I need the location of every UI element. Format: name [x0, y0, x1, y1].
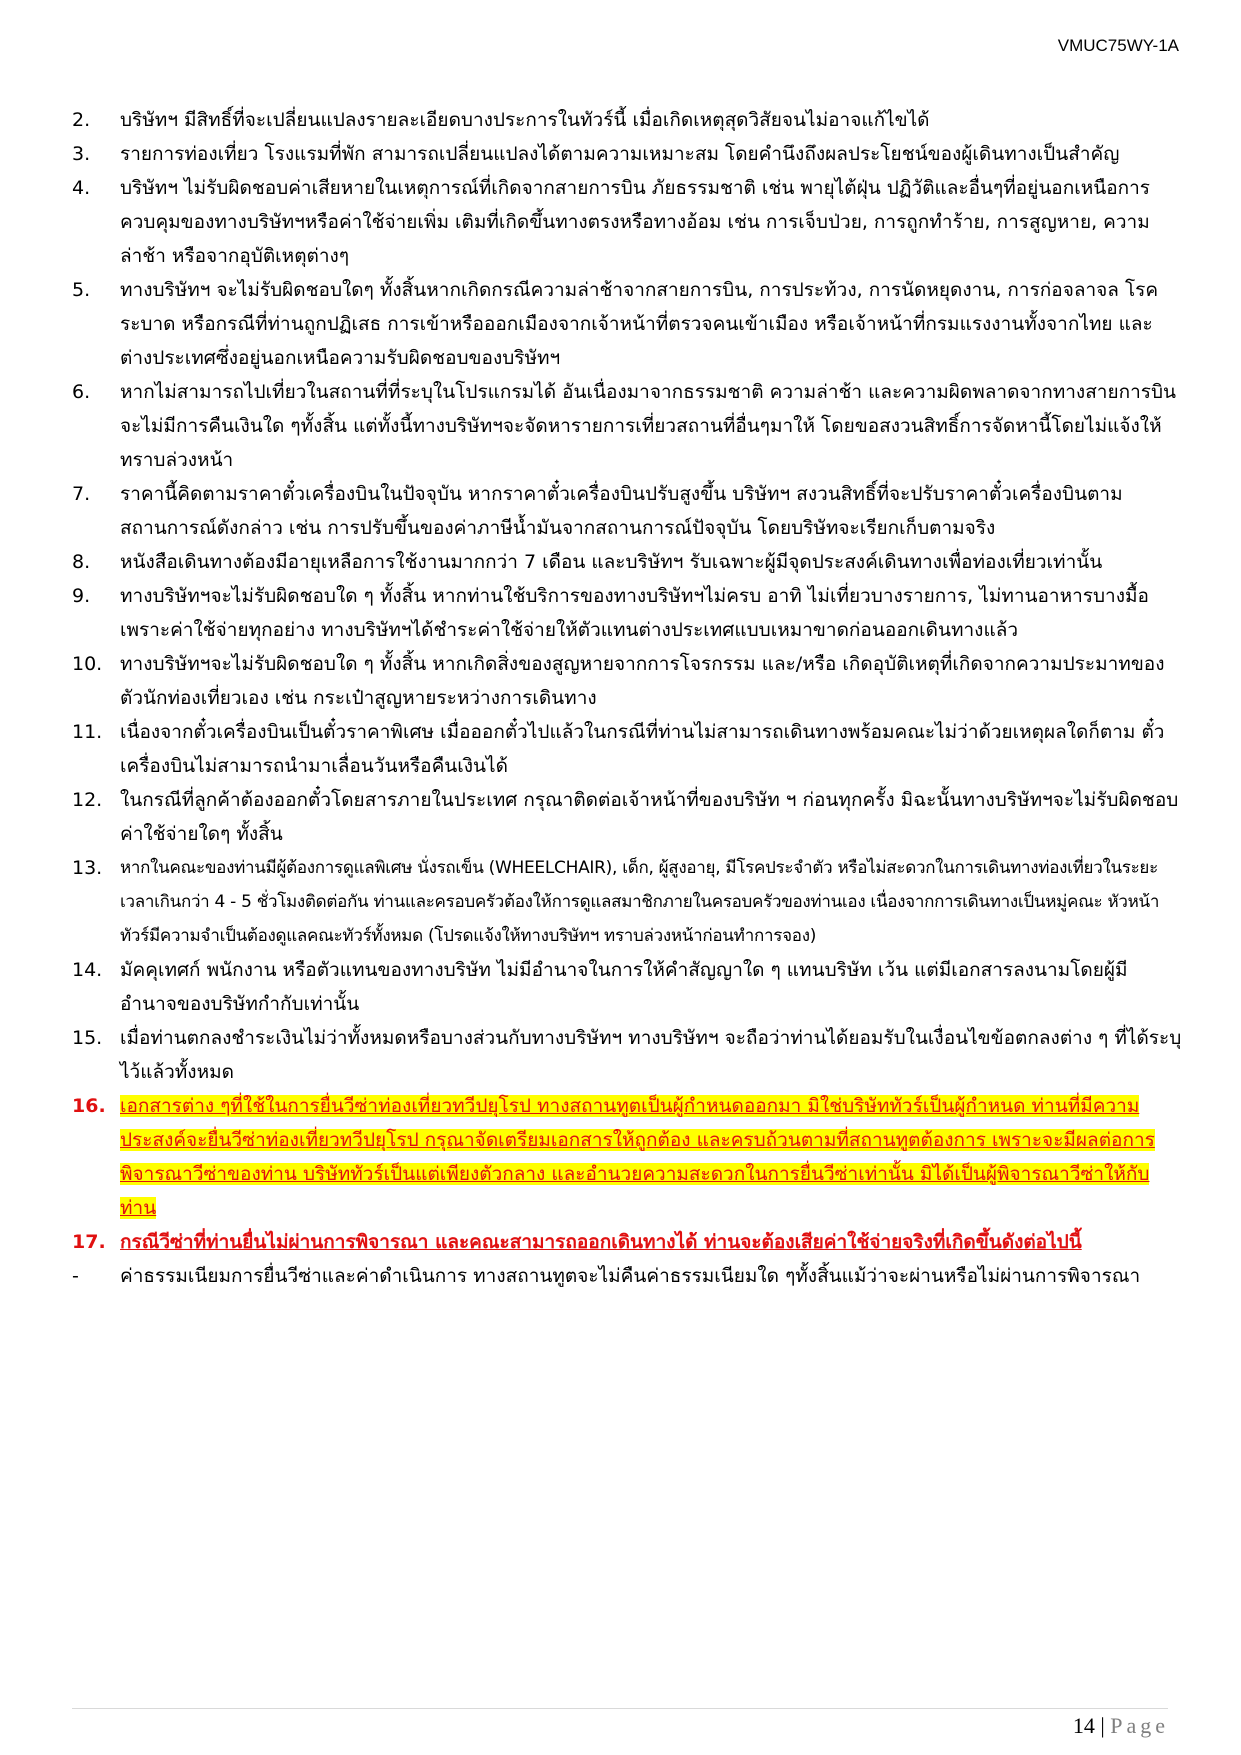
term-item: [72, 953, 1182, 1021]
term-item: [72, 273, 1182, 375]
term-item: [72, 375, 1182, 477]
term-number: 6.: [72, 381, 91, 403]
term-text: รายการท่องเที่ยว โรงแรมที่พัก สามารถเปลี่ยนแปลงได้ตามความเหมาะสม โดยคำนึงถึงผลประโยชน์ของผู้เดินทางเป็นสำคัญ: [120, 143, 1120, 165]
term-item: [72, 103, 1182, 137]
term-item-highlighted: [72, 1089, 1182, 1225]
term-number: 2.: [72, 109, 91, 131]
term-number: 8.: [72, 551, 91, 573]
term-number: 13.: [72, 857, 103, 879]
term-number: 14.: [72, 959, 103, 981]
term-text: เนื่องจากตั๋วเครื่องบินเป็นตั๋วราคาพิเศษ เมื่อออกตั๋วไปแล้วในกรณีที่ท่านไม่สามารถเดินทางพร้อมคณะไม่ว่าด้วยเหตุผลใดก็ตาม ตั๋วเครื่องบินไม่สามารถนำมาเลื่อนวันหรือคืนเงินได้: [120, 721, 1165, 777]
term-number: 7.: [72, 483, 91, 505]
term-number: 16.: [72, 1095, 106, 1117]
term-item: [72, 545, 1182, 579]
term-item: [72, 579, 1182, 647]
term-number: 12.: [72, 789, 103, 811]
term-number: 3.: [72, 143, 91, 165]
term-text: หากในคณะของท่านมีผู้ต้องการดูแลพิเศษ นั่งรถเข็น (WHEELCHAIR), เด็ก, ผู้สูงอายุ, มีโรคประจำตัว หรือไม่สะดวกในการเดินทางท่องเที่ยวในระยะเวลาเกินกว่า 4 - 5 ชั่วโมงติดต่อกัน ท่านและครอบครัวต้องให้การดูแลสมาชิกภายในครอบครัวของท่านเอง เนื่องจากการเดินทางเป็นหมู่คณะ หัวหน้าทัวร์มีความจำเป็นต้องดูแลคณะทัวร์ทั้งหมด (โปรดแจ้งให้ทางบริษัทฯ ทราบล่วงหน้าก่อนทำการจอง): [120, 858, 1160, 946]
term-item: [72, 1021, 1182, 1089]
term-sub-item: [72, 1259, 1182, 1293]
term-item: [72, 715, 1182, 783]
term-item: [72, 851, 1182, 953]
term-item: [72, 647, 1182, 715]
term-number: 15.: [72, 1027, 103, 1049]
term-text: หากไม่สามารถไปเที่ยวในสถานที่ที่ระบุในโปรแกรมได้ อันเนื่องมาจากธรรมชาติ ความล่าช้า และความผิดพลาดจากทางสายการบิน จะไม่มีการคืนเงินใด ๆทั้งสิ้น แต่ทั้งนี้ทางบริษัทฯจะจัดหารายการเที่ยวสถานที่อื่นๆมาให้ โดยขอสงวนสิทธิ์การจัดหานี้โดยไม่แจ้งให้ทราบล่วงหน้า: [120, 381, 1177, 471]
footer-separator: |: [1100, 1713, 1105, 1738]
term-text: ราคานี้คิดตามราคาตั๋วเครื่องบินในปัจจุบัน หากราคาตั๋วเครื่องบินปรับสูงขึ้น บริษัทฯ สงวนสิทธิ์ที่จะปรับราคาตั๋วเครื่องบินตามสถานการณ์ดังกล่าว เช่น การปรับขึ้นของค่าภาษีน้ำมันจากสถานการณ์ปัจจุบัน โดยบริษัทจะเรียกเก็บตามจริง: [120, 483, 1123, 539]
page-number: 14: [1072, 1713, 1095, 1738]
term-text: ทางบริษัทฯ จะไม่รับผิดชอบใดๆ ทั้งสิ้นหากเกิดกรณีความล่าช้าจากสายการบิน, การประท้วง, การนัดหยุดงาน, การก่อจลาจล โรคระบาด หรือกรณีที่ท่านถูกปฏิเสธ การเข้าหรือออกเมืองจากเจ้าหน้าที่ตรวจคนเข้าเมือง หรือเจ้าหน้าที่กรมแรงงานทั้งจากไทย และต่างประเทศซึ่งอยู่นอกเหนือความรับผิดชอบของบริษัทฯ: [120, 279, 1159, 369]
footer-divider: [72, 1708, 1168, 1709]
page-word: Page: [1110, 1713, 1169, 1738]
term-item-emphasis: [72, 1225, 1182, 1259]
term-text: เมื่อท่านตกลงชำระเงินไม่ว่าทั้งหมดหรือบางส่วนกับทางบริษัทฯ ทางบริษัทฯ จะถือว่าท่านได้ยอมรับในเงื่อนไขข้อตกลงต่าง ๆ ที่ได้ระบุไว้แล้วทั้งหมด: [120, 1027, 1182, 1083]
term-text: เอกสารต่าง ๆที่ใช้ในการยื่นวีซ่าท่องเที่ยวทวีปยุโรป ทางสถานทูตเป็นผู้กำหนดออกมา มิใช่บริษัททัวร์เป็นผู้กำหนด ท่านที่มีความประสงค์จะยื่นวีซ่าท่องเที่ยวทวีปยุโรป กรุณาจัดเตรียมเอกสารให้ถูกต้อง และครบถ้วนตามที่สถานทูตต้องการ เพราะจะมีผลต่อการพิจารณาวีซ่าของท่าน บริษัททัวร์เป็นแต่เพียงตัวกลาง และอำนวยความสะดวกในการยื่นวีซ่าเท่านั้น มิได้เป็นผู้พิจารณาวีซ่าให้กับท่าน: [120, 1095, 1155, 1219]
term-number: 17.: [72, 1231, 106, 1253]
term-number: 9.: [72, 585, 91, 607]
term-text: กรณีวีซ่าที่ท่านยื่นไม่ผ่านการพิจารณา และคณะสามารถออกเดินทางได้ ท่านจะต้องเสียค่าใช้จ่ายจริงที่เกิดขึ้นดังต่อไปนี้: [120, 1231, 1082, 1253]
term-text: มัคคุเทศก์ พนักงาน หรือตัวแทนของทางบริษัท ไม่มีอำนาจในการให้คำสัญญาใด ๆ แทนบริษัท เว้น แต่มีเอกสารลงนามโดยผู้มีอำนาจของบริษัทกำกับเท่านั้น: [120, 959, 1128, 1015]
term-text: บริษัทฯ ไม่รับผิดชอบค่าเสียหายในเหตุการณ์ที่เกิดจากสายการบิน ภัยธรรมชาติ เช่น พายุไต้ฝุ่น ปฏิวัติและอื่นๆที่อยู่นอกเหนือการควบคุมของทางบริษัทฯหรือค่าใช้จ่ายเพิ่ม เติมที่เกิดขึ้นทางตรงหรือทางอ้อม เช่น การเจ็บป่วย, การถูกทำร้าย, การสูญหาย, ความล่าช้า หรือจากอุบัติเหตุต่างๆ: [120, 177, 1151, 267]
term-item: [72, 783, 1182, 851]
term-number: 11.: [72, 721, 103, 743]
term-text: บริษัทฯ มีสิทธิ์ที่จะเปลี่ยนแปลงรายละเอียดบางประการในทัวร์นี้ เมื่อเกิดเหตุสุดวิสัยจนไม่อาจแก้ไขได้: [120, 109, 930, 131]
document-code: VMUC75WY-1A: [1057, 36, 1179, 55]
term-text: ทางบริษัทฯจะไม่รับผิดชอบใด ๆ ทั้งสิ้น หากเกิดสิ่งของสูญหายจากการโจรกรรม และ/หรือ เกิดอุบัติเหตุที่เกิดจากความประมาทของตัวนักท่องเที่ยวเอง เช่น กระเป๋าสูญหายระหว่างการเดินทาง: [120, 653, 1165, 709]
term-number: 5.: [72, 279, 91, 301]
term-text: ทางบริษัทฯจะไม่รับผิดชอบใด ๆ ทั้งสิ้น หากท่านใช้บริการของทางบริษัทฯไม่ครบ อาทิ ไม่เที่ยวบางรายการ, ไม่ทานอาหารบางมื้อ เพราะค่าใช้จ่ายทุกอย่าง ทางบริษัทฯได้ชำระค่าใช้จ่ายให้ตัวแทนต่างประเทศแบบเหมาขาดก่อนออกเดินทางแล้ว: [120, 585, 1149, 641]
term-item: [72, 171, 1182, 273]
term-text: ในกรณีที่ลูกค้าต้องออกตั๋วโดยสารภายในประเทศ กรุณาติดต่อเจ้าหน้าที่ของบริษัท ฯ ก่อนทุกครั้ง มิฉะนั้นทางบริษัทฯจะไม่รับผิดชอบค่าใช้จ่ายใดๆ ทั้งสิ้น: [120, 789, 1179, 845]
terms-list: [72, 103, 1182, 1293]
term-number: 10.: [72, 653, 103, 675]
term-item: [72, 137, 1182, 171]
page-footer: [1073, 1713, 1169, 1739]
term-number: 4.: [72, 177, 91, 199]
term-text: หนังสือเดินทางต้องมีอายุเหลือการใช้งานมากกว่า 7 เดือน และบริษัทฯ รับเฉพาะผู้มีจุดประสงค์เดินทางเพื่อท่องเที่ยวเท่านั้น: [120, 551, 1103, 573]
term-item: [72, 477, 1182, 545]
term-bullet: -: [72, 1265, 79, 1287]
term-text-wrapper: [120, 1089, 1182, 1225]
term-text: ค่าธรรมเนียมการยื่นวีซ่าและค่าดำเนินการ ทางสถานทูตจะไม่คืนค่าธรรมเนียมใด ๆทั้งสิ้นแม้ว่าจะผ่านหรือไม่ผ่านการพิจารณา: [120, 1265, 1141, 1287]
